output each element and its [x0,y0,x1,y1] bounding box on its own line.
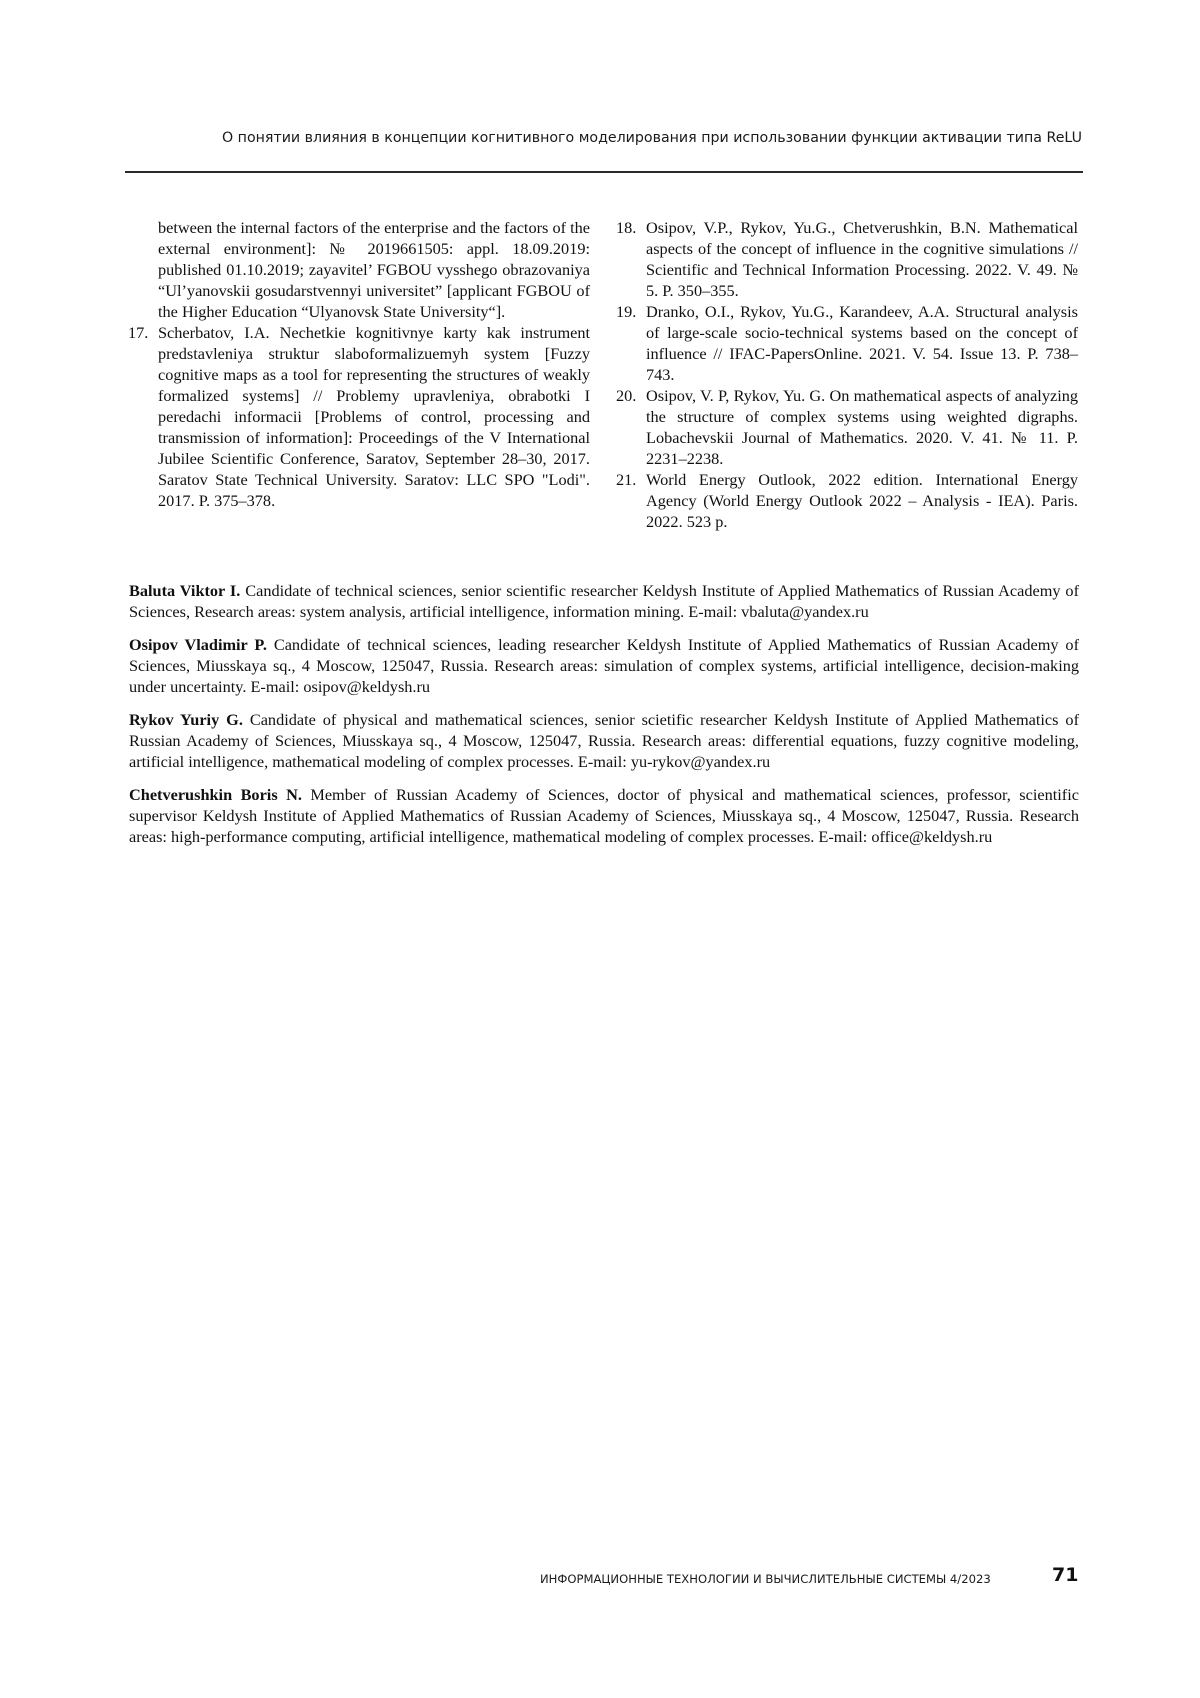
reference-number: 19. [616,302,637,321]
author-bio [129,709,1079,772]
reference-item [128,217,590,322]
reference-number: 17. [128,323,149,342]
author-name: Chetverushkin Boris N. [129,785,302,804]
reference-number: 20. [616,386,637,405]
author-name: Baluta Viktor I. [129,581,241,600]
reference-item [616,217,1078,301]
reference-item [616,385,1078,469]
reference-number: 21. [616,470,637,489]
header-rule [125,171,1083,173]
reference-text: World Energy Outlook, 2022 edition. International Energy Agency (World Energy Outlook 2022 – Analysis - IEA). Paris. 2022. 523 p. [646,470,1078,531]
reference-item [616,469,1078,532]
reference-item [616,301,1078,385]
running-title: О понятии влияния в концепции когнитивного моделирования при использовании функции активации типа ReLU [222,130,1082,146]
reference-item [128,322,590,511]
reference-text: between the internal factors of the enterprise and the factors of the external environment]: № 2019661505: appl. 18.09.2019: published 01.10.2019; zayavitel’ FGBOU vysshego obrazovaniya “Ul’yanovskii gosudarstvennyi universitet” [applicant FGBOU of the Higher Education “Ulyanovsk State University“]. [158,218,590,321]
author-description: Candidate of physical and mathematical sciences, senior scietific researcher Keldysh Institute of Applied Mathematics of Russian Academy of Sciences, Miusskaya sq., 4 Moscow, 125047, Russia. Research areas: differential equations, fuzzy cognitive modeling, artificial intelligence, mathematical modeling of complex processes. E-mail: yu-rykov@yandex.ru [129,710,1079,771]
reference-number: 18. [616,218,637,237]
reference-text: Dranko, O.I., Rykov, Yu.G., Karandeev, A.A. Structural analysis of large-scale socio-technical systems based on the concept of influence // IFAC-PapersOnline. 2021. V. 54. Issue 13. P. 738–743. [646,302,1078,384]
author-name: Rykov Yuriy G. [129,710,243,729]
author-description: Candidate of technical sciences, senior scientific researcher Keldysh Institute of Applied Mathematics of Russian Academy of Sciences, Research areas: system analysis, artificial intelligence, information mining. E-mail: vbaluta@yandex.ru [129,581,1079,621]
author-bio [129,784,1079,847]
author-bio [129,634,1079,697]
journal-name: ИНФОРМАЦИОННЫЕ ТЕХНОЛОГИИ И ВЫЧИСЛИТЕЛЬНЫЕ СИСТЕМЫ 4/2023 [540,1572,991,1586]
references-left-column [128,217,590,511]
reference-text: Osipov, V. P, Rykov, Yu. G. On mathematical aspects of analyzing the structure of complex systems using weighted digraphs. Lobachevskii Journal of Mathematics. 2020. V. 41. № 11. P. 2231–2238. [646,386,1078,468]
references-right-column [616,217,1078,532]
author-bios [129,580,1079,859]
reference-text: Scherbatov, I.A. Nechetkie kognitivnye karty kak instrument predstavleniya struktur slaboformalizuemyh system [Fuzzy cognitive maps as a tool for representing the structures of weakly formalized systems] // Problemy upravleniya, obrabotki I peredachi informacii [Problems of control, processing and transmission of information]: Proceedings of the V International Jubilee Scientific Conference, Saratov, September 28–30, 2017. Saratov State Technical University. Saratov: LLC SPO "Lodi". 2017. P. 375–378. [158,323,590,510]
author-bio [129,580,1079,622]
page-number: 71 [1052,1564,1079,1586]
author-name: Osipov Vladimir P. [129,635,267,654]
author-description: Candidate of technical sciences, leading researcher Keldysh Institute of Applied Mathematics of Russian Academy of Sciences, Miusskaya sq., 4 Moscow, 125047, Russia. Research areas: simulation of complex systems, artificial intelligence, decision-making under uncertainty. E-mail: osipov@keldysh.ru [129,635,1079,696]
author-description: Member of Russian Academy of Sciences, doctor of physical and mathematical sciences, professor, scientific supervisor Keldysh Institute of Applied Mathematics of Russian Academy of Sciences, Miusskaya sq., 4 Moscow, 125047, Russia. Research areas: high-performance computing, artificial intelligence, mathematical modeling of complex processes. E-mail: office@keldysh.ru [129,785,1079,846]
reference-text: Osipov, V.P., Rykov, Yu.G., Chetverushkin, B.N. Mathematical aspects of the concept of influence in the cognitive simulations // Scientific and Technical Information Processing. 2022. V. 49. № 5. P. 350–355. [646,218,1078,300]
